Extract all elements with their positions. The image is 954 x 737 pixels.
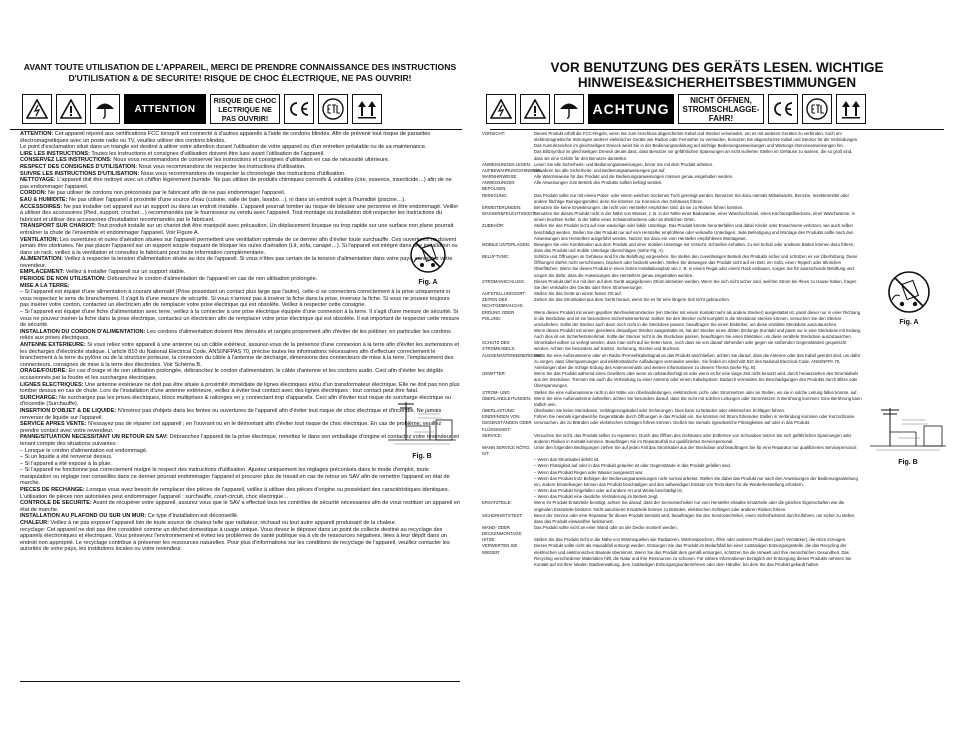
french-heading: SURCHARGE:: [20, 394, 58, 401]
german-text: Wenn Sie das Produkt während eines Gewitters oder wenn es unbeaufsichtigt ist oder wenn es für eine lange Zeit nicht benutzt wird, durch herausziehen des Stromkabels aus der Steckdose. Trennen Sie auch die Verbindung zu einer Antenne oder einem Kabelsystem. Dadurch vermeiden Sie Beschädigungen des Produkts durch Blitze oder Überspannungen.: [534, 371, 859, 389]
german-heading: ERWEITERUNGEN:: [482, 204, 522, 210]
etl-mark-icon: [802, 94, 832, 124]
ce-mark-icon: [284, 94, 314, 124]
german-paragraph: [482, 371, 862, 389]
german-text: Das Blitzsymbol im gleichseitigen Dreieck deutet dass, dass Benutzer vor gefährlichen Spannungen an nicht isolierten Stellen im Gehäuse zu warnen, die so groß sind, dass sie eine Gefahr für den Benutzer darstellen.: [534, 149, 853, 161]
lightning-warning-icon: [486, 94, 516, 124]
french-paragraph: [20, 144, 460, 151]
german-heading: SICHERHEITSTEST:: [482, 512, 523, 518]
german-heading: WARNHINWEISE:: [482, 174, 518, 180]
german-text: Wenn Ihr Produkt Ersatzteile benötigt, achten Sie darauf, dass der Servicetechniker nur vom Hersteller erlaubte Ersatzteile oder die gleichen Eigenschaften wie die originalen Ersatzteile besitzen. Nicht autorisierte Ersatzteile können zu Bränden, elektrischen Schlägen oder anderen Risiken führen.: [534, 500, 845, 512]
german-text: – Wenn das Stromkabel defekt ist.: [534, 457, 600, 463]
german-heading: MOBILE UNTERLAGEN:: [482, 241, 530, 247]
german-text: Bewahren Sie alle Sicherheits- und Bedienungsanweisungen gut auf.: [534, 167, 666, 173]
german-text: Wenn Sie eine Außenantenne oder ein Radio-/Fernsehkabelsignal an das Produkt anschließen, achten Sie darauf, dass die Antenne oder das Kabel geerdet sind, um dafür zu sorgen, dass Überspannungen und elektrostatische Aufladungen vermieden werden. Sie finden im Abschnitt 810 des National Electrical Code, ANSI/NFPA 70, Anleitungen über die richtige Erdung des Antennenmasts und weitere Informationen zu diesem Thema (siehe Fig. B).: [534, 352, 861, 370]
french-text: – Si l'appareil ne fonctionne pas correctement malgré le respect des instructions d'utilisation. Ajustez uniquement les réglages préconisés dans le mode d'emploi, toute manipulation ou réglage non conseillés dans ce dernier pourrait endommager l'appareil et procurer plus de travail en cas de retour en SAV afin de remettre l'appareil en état de marche.: [20, 467, 450, 487]
french-text: N'insérez pas d'objets dans les fentes ou ouvertures de l'appareil afin d'éviter tout risque de choc électrique et d'incendie. Ne jamais renverser de liquide sur l'appareil.: [20, 407, 442, 421]
french-heading: LIRE LES INSTRUCTIONS:: [20, 150, 90, 157]
french-paragraph: [20, 500, 460, 513]
german-paragraph: [482, 500, 862, 512]
french-text: Cet appareil répond aux certifications FCC lorsqu'il est connecté à d'autres appareils à l'aide de cordons blindés. Afin de prévenir tout risque de parasites électromagnétiques avec un poste radio ou TV, veuillez utiliser des cordons blindés.: [20, 131, 431, 144]
french-paragraph: [20, 461, 460, 468]
french-text: En cas d'orage et de non utilisation prolongée, débranchez le cordon d'alimentation, le câble d'antenne et les cordons audio. Ceci afin d'éviter les dégâts occasionnés par la foudre et les surcharges électriques.: [20, 368, 443, 381]
french-heading: VENTILATION:: [20, 236, 59, 243]
german-paragraph: [482, 193, 862, 205]
german-text: Das Ausrufezeichen im gleichseitigen Dreieck weist Sie in der Bedienungsanleitung auf wichtige Bedienungsanweisungen und Wartungs-/Serviceanweisungen hin.: [534, 143, 844, 149]
french-heading: INSTALLATION DU CORDON D'ALIMENTATION:: [20, 328, 146, 335]
german-paragraph: [482, 476, 862, 488]
french-text: Veillez à respecter la tension d'alimentation située au dos de l'appareil. Si vous n'êtes pas certain de la tension d'alimentation dans votre pays, contactez votre revendeur.: [20, 256, 453, 269]
french-text: Ne surchargez pas les prises électriques, blocs multiprises & rallonges en y connectant trop d'appareils. Ceci afin d'éviter tout risque de surcharge électrique ou d'incendie (Surchauffe).: [20, 394, 451, 408]
french-paragraph: [20, 289, 460, 309]
french-text: L'appareil doit être nettoyé avec un chiffon légèrement humide. Ne pas utiliser de produits chimiques corrosifs & volatiles (cire, essence, insecticide…) afin de ne pas endommager l'appareil.: [20, 177, 452, 190]
german-heading: ERDUNG ODER POLUNG:: [482, 309, 515, 321]
german-heading: ERSATZTEILE:: [482, 500, 512, 506]
this-way-up-icon: [352, 94, 382, 124]
figure-a-caption: Fig. A: [418, 279, 438, 286]
french-paragraph: [20, 309, 460, 329]
french-text: Toutes les instructions et consignes d'utilisation doivent être lues avant l'utilisation de l'appareil.: [89, 150, 325, 157]
french-text: recyclage: Cet appareil ne doit pas être considéré comme un déchet domestique à usage unique. Vous devez le déposer dans un point de collecte destiné au recyclage des appareils électroniques et électriques. Vous préservez l'environnement et évitez les problèmes de santé publique via à vis de ressources négatives, liées à leur dépôt dans un endroit non approprié. Le recyclage contribue à préserver les ressources naturelles. Pour plus d'informations sur les conditions de recyclage de l'appareil, veuillez contacter les autorités de votre pays, les institutions locales ou votre revendeur.: [20, 526, 450, 553]
german-paragraph: [482, 223, 862, 241]
french-heading: PIECES DE RECHANGE:: [20, 487, 85, 494]
french-heading: RESPECT DES CONSIGNES D'UTILISATION:: [20, 163, 138, 170]
french-header-rule: [10, 129, 462, 130]
french-heading: ATTENTION:: [20, 131, 54, 137]
french-text: Les ouvertures et ouïes d'aération situées sur l'appareil permettent une ventilation optimale de ce dernier afin d'éviter toute surchauffe. Ces ouvertures ne doivent jamais être obstruées. Ne pas placer l'appareil sur un support souple risquant de bloquer les ouïes d'aération (Lit, sofa, canapé…). Si l'appareil est intégré dans une installation ou dans un rack, veillez à la ventilation et consultez le fabricant pour toute information complémentaire.: [20, 236, 458, 256]
french-footer-rule: [20, 681, 460, 682]
french-text: Le point d'exclamation situé dans un triangle est destiné à attirer votre attention durant l'utilisation de votre appareil ou d'un entretien préalable ou de sa maintenance.: [20, 144, 427, 151]
french-heading: SERVICE APRES VENTE:: [20, 421, 87, 428]
french-figure-a: [400, 236, 456, 286]
german-paragraph: [482, 513, 862, 525]
french-paragraph: [20, 177, 460, 190]
french-heading: SUIVRE LES INSTRUCTIONS D'UTILISATION:: [20, 170, 140, 177]
german-heading: STROM- UND ÜBERLANDLEITUNGEN:: [482, 389, 532, 401]
german-heading: [482, 149, 532, 161]
german-text: Das Produkt sollte nicht an einer Wand oder an der Decke montiert werden.: [534, 525, 678, 530]
german-text: – Wenn das Produkt trotz Befolgen der Bedienungsanweisungen nicht normal arbeitet. Stellen Sie dabei das Produkt nur nach den Anweisungen der Bedienungsanleitung ein, andere Einstellungen können das Produkt beschädigen und den aufwendigen Einsatz von Technikern für die Wiederherstellung erfordern.: [534, 475, 858, 487]
french-heading: EAU & HUMIDITE:: [20, 196, 68, 203]
german-paragraph: [482, 353, 862, 371]
german-heading: AUFSTELLUNGSORT:: [482, 291, 526, 297]
french-text: Si vous reliez votre appareil à une antenne ou un câble extérieur, assurez-vous de la présence d'une connexion à la terre afin d'éviter les surtensions et les décharges d'électricité statique. L'article 810 du National Electrical Code, ANSI/NFPAS 70, précise toutes les informations nécessaires afin d'effectuer correctement le branchement à la terre du pylône ou de la structure porteuse, la connexion du câble à l'antenne de décharge, dimensions des connecteurs de mise à la terre, l'emplacement des connecteurs, consignes de mise à la terre des électrodes. Voir Schéma B.: [20, 342, 460, 368]
french-text: Une antenne extérieure ne doit pas être située à proximité immédiate de lignes électriques et/ou d'un transformateur électrique. Elle ne doit pas non plus tomber dessus en cas de chute. Lors de l'installation d'une antenne extérieure, veillez à éviter tout contact avec des lignes électriques : tout contact peut être fatal.: [20, 381, 460, 395]
german-text: Stromkabel sollten so verlegt werden, dass man nicht auf sie treten kann, noch dass sie von darauf stehenden oder gegen sie stoßenden Gegenständen gequetscht werden. Achten Sie besonders auf Kanten, Sicherung, Stecker und Buchsen.: [534, 340, 847, 352]
ce-mark-icon: [768, 94, 798, 124]
german-safety-icons: [486, 93, 866, 125]
german-text: Das Produkt sollte nur mit einem Polier- oder einem weichen trockenen Tuch gereinigt werden. Benutzen Sie dazu niemals Möbelwachs, Benzine, Insektenmittel oder andere flüchtige Reinigungsmittel, denn Sie könnten zur Korrosion des Gehäuses führen.: [534, 192, 850, 204]
german-column: [480, 0, 954, 737]
german-heading: BELÜFTUNG:: [482, 254, 510, 260]
shock-warning-label: NICHT ÖFFNEN, STROMSCHLAGGE-FAHR!: [678, 94, 764, 124]
french-text: – Si l'appareil est équipé d'une alimentation à courant alternatif (Prise possédant un contact plus large que l'autre), celle-ci se connectera correctement à la prise uniquement si vous respectez le sens de branchement. Il s'agit là d'une mesure de sécurité. Si vous n'arrivez pas à insérer la fiche dans la prise, inversez la fiche. Si vous ne pouvez toujours pas insérer votre cordon, contactez un électricien afin de remplacer votre prise électrique qui est obsolète. Veillez à respecter cette consigne.: [20, 289, 450, 309]
french-text: – Si l'appareil a été exposé à la pluie.: [20, 460, 112, 467]
exclamation-warning-icon: [520, 94, 550, 124]
cart-tipping-illustration: [400, 236, 456, 274]
french-paragraph: [20, 204, 460, 224]
german-paragraph: [482, 390, 862, 408]
exclamation-warning-icon: [56, 94, 86, 124]
french-text: Nous vous recommandons de conserver les instructions et consignes d'utilisation en cas de nécessité ultérieure.: [111, 157, 390, 164]
french-text: Veillez à installer l'appareil sur un support stable.: [64, 269, 186, 276]
french-paragraph: [20, 368, 460, 381]
german-paragraph: [482, 310, 862, 328]
french-paragraph: [20, 171, 460, 178]
german-text: Unter den folgenden Bedingungen ziehen Sie auf jeden Fall das Stromkabel aus der Steckdose und beauftragen Sie für eine Reparatur nur qualifiziertes Servicepersonal:: [534, 444, 857, 450]
french-paragraph: [20, 487, 460, 500]
french-safety-icons: [22, 93, 382, 125]
antenna-grounding-diagram: [384, 396, 460, 448]
french-paragraph: [20, 382, 460, 395]
german-text: – Wenn Flüssigkeit auf oder in das Produkt gelaufen ist oder Gegenstände in das Produkt gefallen sind.: [534, 463, 731, 469]
german-text: Bevor der Service oder eine Reparatur für dieses Produkt beendet wird, beauftragen Sie den Servicetechniker, einen Sicherheitstest durchzuführen, um sicher zu stellen, dass das Produkt einwandfrei funktioniert.: [534, 512, 856, 524]
french-heading: LIGNES ELECTRIQUES:: [20, 381, 84, 388]
german-paragraph: [482, 149, 862, 161]
german-heading: [482, 476, 532, 488]
french-paragraph: [20, 527, 460, 553]
french-paragraph: [20, 197, 460, 204]
french-heading: MISE A LA TERRE:: [20, 282, 70, 289]
german-heading: WASSER&FEUCHTIGKEIT:: [482, 211, 536, 217]
german-paragraph: [482, 242, 862, 254]
french-heading: CORDON:: [20, 190, 47, 197]
german-heading: ANWEISUNGEN LESEN:: [482, 161, 531, 167]
german-text: Schlitze und Öffnungen im Gehäuse sind für die Belüftung vorgesehen. Sie stellen den zuverlässigen Betrieb des Produkts sicher und schützen es vor Überhitzung. Diese Öffnungen dürfen nicht verschlossen, blockiert oder bedeckt werden. Stellen Sie deswegen das Produkt nicht auf ein Bett, ein Sofa, einen Teppich oder ähnlichen Oberflächen. Wenn Sie dieses Produkt in einen festen Installationsplatz wie z. B. in einem Regal oder einem Rack einbauen, sorgen Sie für ausreichende Belüftung und sorgen Sie dafür, dass die Anweisungen des Herstellers genau eingehalten werden.: [534, 254, 858, 278]
umbrella-icon: [90, 94, 120, 124]
german-text: Dieses Produkt sollte nicht als Hausabfall entsorgt werden. Entsorgen Sie das Produkt im Bedarfsfall bei einer zuständigen Entsorgungsstelle, die das Recycling der elektrischen und elektronischen Bauteile übernimmt. Wenn Sie das Produkt dem gemäß entsorgen, schützen Sie die Umwelt und Ihre menschlichen Gesundheit. Das Recycling verschiedener Materialien hilft, die Natur und ihre Ressourcen zu schonen. Für nähere Informationen bezüglich der Entsorgung dieses Produkts nehmen Sie Kontakt auf mit Ihrer lokalen Stadtverwaltung, dem zuständigen Entsorgungsunternehmen oder dem Händler, bei dem Sie das Produkt gekauft haben.: [534, 543, 852, 567]
french-paragraph: [20, 237, 460, 257]
achtung-label: ACHTUNG: [588, 94, 674, 124]
french-paragraph: [20, 157, 460, 164]
german-text: Stellen Sie das Produkt nicht in die Nähe von Wärmequellen wie Radiatoren, Wärmespeichern, Öfen oder anderen Produkten (auch Verstärker), die Hitze erzeugen.: [534, 537, 847, 543]
german-heading: WANN SERVICE NÖTIG IST:: [482, 444, 530, 457]
french-paragraph: [20, 283, 460, 290]
french-text: Ne pas installer cet appareil sur un support ou dans un endroit instable. L'appareil pourrait tomber au risque de blesser une personne et être endommagé. Veiller à utiliser des accessoires (Pied, support, crochet…) recommandés par le fournisseur ou vendu avec l'appareil. Tout montage ou installation doit respecter les instructions du fabricant et utiliser des accessoires d'installation recommandés par le fabricant.: [20, 203, 459, 223]
german-text: – Wenn das Produkt eine deutliche Veränderung im Betrieb zeigt.: [534, 494, 659, 500]
french-heading: ACCESSOIRES:: [20, 203, 63, 210]
french-text: Débranchez le cordon d'alimentation de l'appareil en cas de non utilisation prolongée.: [105, 276, 318, 283]
french-text: N'essayez pas de réparer cet appareil ; en l'ouvrant ou en le démontant afin d'éviter tout risque de choc électrique. En cas de problème, veuillez prendre contact avec votre revendeur.: [20, 421, 442, 434]
french-text: Lorsque vous avez besoin de remplacer des pièces de l'appareil, veillez à utiliser des pièces d'origine ou possédant des caractéristiques identiques. L'utilisation de pièces non autorisées peut endommager l'appareil : surchauffe, court-circuit, choc électrique…: [20, 487, 450, 500]
french-text: – Lorsque le cordon d'alimentation est endommagé.: [20, 447, 148, 454]
french-heading: ANTENNE EXTERIEURE:: [20, 342, 86, 348]
french-paragraph: [20, 329, 460, 342]
this-way-up-icon: [836, 94, 866, 124]
german-heading: AUSSENANTENNENERDUNG:: [482, 352, 544, 358]
french-text: Veillez à ne pas exposer l'appareil loin de toute source de chaleur telle que radiateur, réchaud ou tout autre appareil produisant de la chaleur.: [48, 520, 397, 527]
attention-label: ATTENTION: [124, 94, 206, 124]
german-paragraph: [482, 340, 862, 352]
french-text: Ne pas utiliser de cordons non préconisés par le fabricant afin de ne pas endommager l'appareil.: [46, 190, 286, 197]
german-heading: [482, 328, 532, 340]
german-header-rule: [490, 129, 944, 130]
french-text: Débranchez l'appareil de la prise électrique, remettez le dans son emballage d'origine et contactez votre revendeur en tenant compte des situations suivantes :: [20, 434, 460, 447]
german-paragraph: [482, 414, 862, 432]
french-heading: PERIODE DE NON UTILISATION:: [20, 276, 106, 283]
german-safety-text: [482, 131, 862, 568]
french-heading: CHALEUR:: [20, 520, 49, 527]
french-paragraph: [20, 131, 460, 144]
french-text: Ne pas utiliser l'appareil à proximité d'une source d'eau (cuisine, salle de bain, lavabo…), ni dans un endroit sujet à l'humidité (piscine…).: [67, 196, 406, 203]
german-text: Dieses Produkt erfüllt die FCC-Regeln, wenn Sie zum Anschluss abgeschirmte Kabel und Stecker verwenden, um es mit anderen Geräten zu verbinden. Auch um elektromagnetische Störungen anderer elektrischer Geräte wie Radios oder Fernseher zu vermeiden, benutzen Sie abgeschirmte Kabel und Stecker für die Verbindungen.: [534, 131, 859, 143]
german-text: Versuchen Sie nicht, das Produkt selber zu reparieren. Durch das Öffnen des Gehäuses oder Entfernen von Schrauben setzen Sie sich gefährlichen Spannungen oder anderen Risiken in Kontakt kommen. Beauftragen Sie im Reparaturfall nur qualifiziertes Servicepersonal.: [534, 432, 852, 444]
german-paragraph: [482, 254, 862, 279]
umbrella-icon: [554, 94, 584, 124]
german-paragraph: [482, 543, 862, 568]
french-text: – Si l'appareil est équipé d'une fiche d'alimentation avec terre, veillez à la connecter à une prise électrique équipée d'une connexion à la terre. Il s'agit d'une mesure de sécurité. Si vous ne pouvez insérer la fiche dans la prise électrique, contactez un électricien afin de remplacer votre prise électrique qui est obsolète. Il est important de respecter cette mesure de sécurité.: [20, 309, 460, 329]
antenna-grounding-diagram: [866, 404, 950, 454]
german-heading: SERVICE:: [482, 432, 502, 438]
german-heading: VORSICHT:: [482, 131, 505, 136]
german-text: Alle Warnhinweise für das Produkt und die Bedienungsanweisungen müssen genau eingehalten werden.: [534, 174, 734, 180]
german-heading: VERWERTEN SIE WIEDER:: [482, 543, 518, 555]
french-paragraph: [20, 190, 460, 197]
german-paragraph: [482, 445, 862, 457]
german-text: Alle Anweisungen zum Betrieb des Produkts sollten befolgt werden.: [534, 180, 663, 186]
french-text: Ce type d'installation est déconseillé.: [146, 513, 239, 520]
french-heading: ALIMENTATION:: [20, 256, 63, 263]
german-paragraph: [482, 525, 862, 537]
german-heading: REINIGUNG:: [482, 192, 508, 198]
german-paragraph: [482, 279, 862, 291]
french-paragraph: [20, 256, 460, 269]
german-text: Stellen Sie eine Außenantenne nicht in der Nähe von Überlandleitungen, elektrischem Licht- oder Stromnetzen oder an Stellen, wo sie in solche Leitung fallen könnte, auf. Wenn Sie eine Außenantenne aufstellen, achten Sie besonders darauf, dass Sie nicht mit solchen Leitungen oder Stromnetzen in Berührung kommen. Eine Berührung kann tödlich sein.: [534, 389, 862, 407]
german-heading: ANWEISUNGEN BEFOLGEN:: [482, 180, 515, 192]
french-heading: TRANSPORT SUR CHARIOT:: [20, 223, 96, 230]
french-paragraph: [20, 513, 460, 520]
german-text: Wenn dieses Produkt mit einem gepolten Wechselstromstecker (ein Stecker mit einem Kontakt mehr als andere Stecker) ausgestattet ist, passt dieser nur in einer Richtung in die Steckdose und ist ein besonderes Sicherheitsmerkmal. Sollten Sie den Stecker nicht komplett in die Steckdose stecken können, versuchen Sie den Stecker umzudrehen. Sollte der Stecker auch dann noch nicht in die Steckdose passen, beauftragen Sie einen Elektriker, um diese veraltete Steckdose auszutauschen.: [534, 309, 861, 327]
french-text: Les cordons d'alimentation doivent être déroulés et rangés proprement afin d'éviter de les piétiner, en particulier les cordons reliés aux prises électriques.: [20, 328, 451, 342]
french-paragraph: [20, 520, 460, 527]
shock-warning-label: RISQUE DE CHOC LECTRIQUE NE PAS OUVRIR!: [210, 94, 280, 124]
german-text: – Wenn das Produkt hingefallen oder auf andere Art und Weise beschädigt ist.: [534, 488, 683, 494]
german-paragraph: [482, 328, 862, 340]
german-text: Lesen Sie alle Sicherheits- und Bedienungsanweisungen, bevor Sie mit dem Produkt arbeiten.: [534, 161, 714, 167]
french-heading: PANNE/SITUATION NECESSITANT UN RETOUR EN SAV:: [20, 434, 169, 441]
german-paragraph: [482, 211, 862, 223]
german-paragraph: [482, 433, 862, 445]
german-text: Stellen Sie das Produkt nicht auf eine wackelige oder labile Unterlage. Das Produkt könnte herunterfallen und dabei Kinder oder Erwachsene verletzen, wie auch selber beschädigt werden. Stellen Sie das Produkt nur auf vom Hersteller empfohlene oder verkaufte Unterlagen. Jede Befestigung und Montage des Produkts sollte nach den Anweisungen des Herstellers ausgeführt werden. Nutzen Sie dazu ein vom Hersteller empfohlenes Montageset.: [534, 223, 854, 241]
french-heading: INSTALLATION AU PLAFOND OU SUR UN MUR:: [20, 513, 147, 520]
german-heading: GEWITTER:: [482, 371, 506, 377]
french-paragraph: [20, 151, 460, 158]
french-column: [0, 0, 472, 737]
german-text: Führen Sie niemals irgendwelche Gegenstände durch Öffnungen in das Produkt ein. Sie könnten mit Strom führenden Stellen in Verbindung kommen oder Kurzschlüsse verursachen, die zu Bränden oder elektrischen Schlägen führen können. Gießen Sie niemals irgendwelche Flüssigkeiten auf oder in das Produkt.: [534, 414, 855, 426]
french-title: AVANT TOUTE UTILISATION DE L'APPAREIL, MERCI DE PRENDRE CONNAISSANCE DES INSTRUCTIONS D'UTILISATION & DE SECURITE! RISQUE DE CHOC ÉLECTRIQUE, NE PAS OUVRIR!: [23, 62, 457, 83]
french-text: Avant de récupérer votre appareil, assurez vous que le SAV a effectué tous les contrôles de sécurité nécessaires afin de vous restituer un appareil en état de marche.: [20, 500, 460, 513]
german-text: Stellen Sie das Gerät an einem festen Ort auf.: [534, 291, 622, 297]
figure-b-caption: Fig. B: [412, 453, 432, 460]
french-paragraph: [20, 269, 460, 276]
french-heading: CONTROLE DE SECURITE:: [20, 500, 92, 507]
german-text: Dieses Produkt darf nur mit dem auf dem Gerät angegebenen Strom betrieben werden. Wenn Sie sich nicht sicher sind, welcher Strom bei Ihnen zu Hause haben, fragen Sie den Verkäufer des Geräts oder Ihren Stromversorger.: [534, 278, 857, 290]
french-text: Nous vous recommandons de respecter les instructions d'utilisation.: [137, 163, 306, 170]
french-heading: NETTOYAGE:: [20, 177, 56, 184]
cart-tipping-illustration: [876, 270, 942, 314]
french-text: – Si un liquide a été renversé dessus.: [20, 454, 113, 461]
french-paragraph: [20, 164, 460, 171]
german-heading: ÜBERLASTUNG:: [482, 408, 516, 414]
german-text: Wenn dieses Produkt mit einem geerdeten dreipoligen Stecker ausgestattet ist, hat der Stecker einen dritten (Erdungs-)Kontakt und passt nur in eine Steckdose mit Erdung. Auch dies ist ein Sicherheitsmerkmal. Sollte der Stecker nicht in die Steckdose passen, beauftragen Sie einen Elektriker, um diese veraltete Steckdose auszutauschen.: [534, 328, 862, 340]
lightning-warning-icon: [22, 94, 52, 124]
german-text: Ziehen Sie das Stromkabel aus dem Gerät heraus, wenn Sie es für eine längere Zeit nicht gebrauchen.: [534, 297, 731, 303]
french-heading: ORAGE/FOUDRE:: [20, 368, 68, 375]
french-safety-text: [20, 131, 460, 553]
german-heading: HITZE:: [482, 537, 496, 543]
german-heading: SCHUTZ DES STROMKABELS:: [482, 340, 516, 352]
french-paragraph: [20, 342, 460, 368]
german-text: Bewegen Sie eine Kombination aus dem Produkt und einer mobilen Unterlage mit Vorsicht. Schnelles Anhalten, zu viel Schub oder unebene Böden können dazu führen, dass das Produkt und mobile Unterlage überschlagen (siehe Fig. A).: [534, 241, 855, 253]
french-heading: INSERTION D'OBJET & DE LIQUIDE:: [20, 407, 117, 414]
german-figure-b: [866, 404, 950, 466]
german-text: – Wenn das Produkt Regen oder Wasser ausgesetzt war.: [534, 469, 644, 475]
german-heading: ZEITEN DES NICHTGEBRAUCHS:: [482, 297, 524, 309]
german-paragraph: [482, 131, 862, 143]
german-heading: ZUBEHÖR:: [482, 223, 505, 229]
german-heading: WAND- ODER DECKENMONTAGE:: [482, 525, 523, 537]
german-text: Benutzen Sie dieses Produkt nicht in der Nähe von Wasser, z. B. in der Nähe einer Badewanne, einer Waschschüssel, eines Küchenspülbeckens, einer Waschwanne, in einem feuchten Keller, in der Nähe eines Schwimmbeckens oder an ähnlichen Orten.: [534, 211, 856, 223]
french-paragraph: [20, 276, 460, 283]
german-text: Benutzen Sie keine Erweiterungen, die nicht vom Hersteller empfohlen sind, da sie zu Risiken führen könnten.: [534, 204, 744, 210]
french-heading: CONSERVEZ LES INSTRUCTIONS:: [20, 157, 112, 164]
german-heading: STROMANSCHLUSS:: [482, 278, 525, 284]
etl-mark-icon: [318, 94, 348, 124]
german-paragraph: [482, 180, 862, 192]
german-heading: AUFBEWAHRUNGSHINWEIS:: [482, 167, 542, 173]
german-heading: EINDRINGEN VON GEGENSTÄNDEN ODER FLÜSSIGKEIT:: [482, 414, 532, 432]
german-paragraph: [482, 297, 862, 309]
french-figure-b: [384, 396, 460, 460]
french-paragraph: [20, 467, 460, 487]
german-text: Überlasten Sie keine Steckdosen, Verlängerungskabel oder Sicherungen. Dies kann zu Bränden oder elektrischen Schlägen führen.: [534, 408, 786, 414]
french-paragraph: [20, 223, 460, 236]
french-heading: EMPLACEMENT:: [20, 269, 65, 276]
figure-b-caption: Fig. B: [898, 459, 918, 466]
german-title: VOR BENUTZUNG DES GERÄTS LESEN. WICHTIGE HINWEISE&SICHERHEITSBESTIMMUNGEN: [550, 60, 884, 90]
figure-a-caption: Fig. A: [899, 319, 919, 326]
french-text: Nous vous recommandons de respecter la chronologie des instructions d'utilisation.: [139, 170, 346, 177]
french-text: Tout produit installé sur un chariot doit être manipulé avec précaution. Un déplacement brusque ou trop rapide sur une surface non plane pourrait entraîner la chute de l'ensemble et endommager l'appareil. Voir Figure A.: [20, 223, 454, 236]
german-figure-a: [876, 270, 942, 326]
